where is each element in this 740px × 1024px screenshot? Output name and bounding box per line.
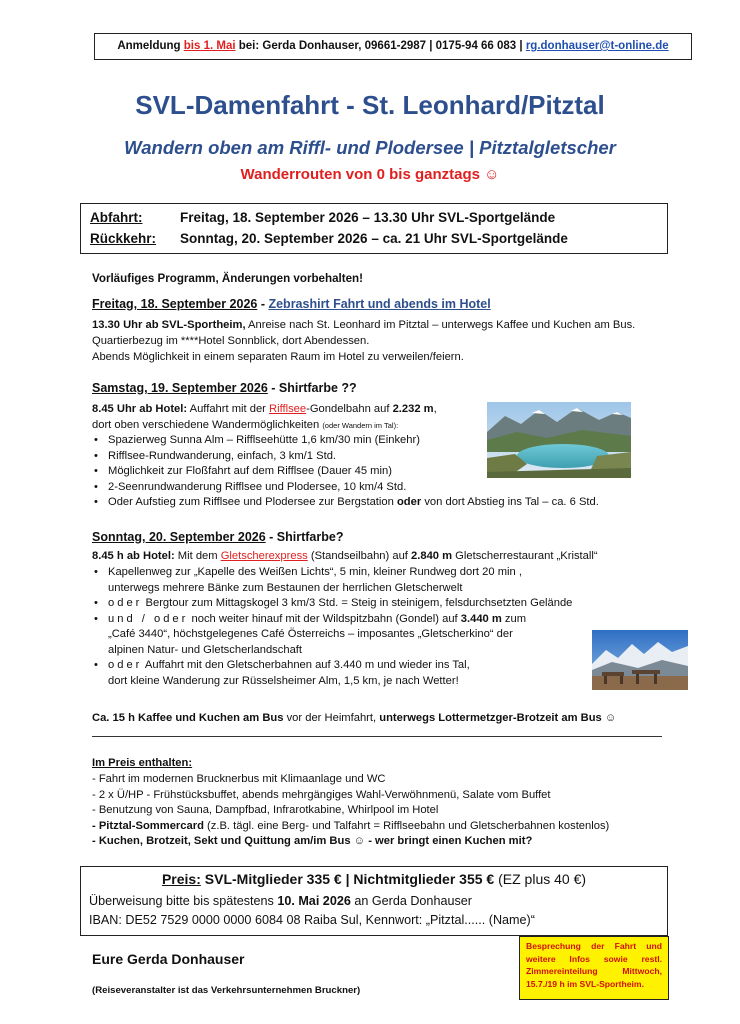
return-row	[90, 231, 568, 246]
saturday-departure-time: 8.45 Uhr ab Hotel:	[92, 403, 188, 415]
rifflsee-lake-photo	[487, 402, 631, 478]
list-item: - Benutzung von Sauna, Dampfbad, Infrarotkabine, Whirlpool im Hotel	[92, 804, 439, 816]
sunday-height: 2.840 m	[411, 550, 453, 562]
gletscherkino-photo	[592, 630, 688, 690]
page-title: SVL-Damenfahrt - St. Leonhard/Pitztal	[135, 90, 605, 120]
saturday-height: 2.232 m	[392, 403, 434, 415]
registration-deadline: bis 1. Mai	[183, 40, 236, 52]
price-line	[81, 871, 667, 887]
price-values: SVL-Mitglieder 335 € | Nichtmitglieder 355 €	[200, 871, 495, 887]
organizer-note: (Reiseveranstalter ist das Verkehrsunternehmen Bruckner)	[92, 985, 361, 996]
price-box	[80, 866, 668, 936]
saturday-line-2-note: (oder Wandern im Tal):	[322, 421, 399, 430]
departure-box	[80, 203, 668, 254]
sunday-line-1-c: Gletscherrestaurant „Kristall“	[452, 550, 598, 562]
list-item: - Kuchen, Brotzeit, Sekt und Quittung am/im Bus ☺ - wer bringt einen Kuchen mit?	[92, 835, 533, 847]
rifflsee-link[interactable]: Rifflsee	[269, 403, 307, 415]
coffee-text-c: unterwegs Lottermetzger-Brotzeit am Bus ☺	[379, 712, 617, 724]
divider	[92, 736, 662, 737]
saturday-bullet-5-or: oder	[396, 496, 422, 508]
lake-image	[487, 402, 631, 478]
friday-departure-time: 13.30 Uhr ab SVL-Sportheim,	[92, 319, 246, 331]
friday-line-1-text: Anreise nach St. Leonhard im Pitztal – unterwegs Kaffee und Kuchen am Bus.	[245, 319, 636, 331]
sunday-line-1-a: Mit dem	[174, 550, 221, 562]
sommercard-text: (z.B. tägl. eine Berg- und Talfahrt = Rifflseebahn und Gletscherbahnen kostenlos)	[203, 819, 610, 832]
saturday-date: Samstag, 19. September 2026	[92, 381, 268, 395]
saturday-line-2-text: dort oben verschiedene Wandermöglichkeiten	[92, 419, 323, 431]
saturday-line-2	[92, 418, 398, 434]
friday-theme: Zebrashirt Fahrt und abends im Hotel	[268, 297, 491, 311]
list-item: - 2 x Ü/HP - Frühstücksbuffet, abends mehrgängiges Wahl-Verwöhnmenü, Salate vom Buffet	[92, 788, 551, 801]
saturday-theme: - Shirtfarbe ??	[267, 381, 357, 395]
sunday-bullet-3-height: 3.440 m	[460, 612, 502, 625]
preliminary-note: Vorläufiges Programm, Änderungen vorbehalten!	[92, 272, 363, 285]
meeting-notice: Besprechung der Fahrt und weitere Infos sowie restl. Zimmereinteilung Mittwoch, 15.7./19 h im SVL-Sportheim.	[519, 936, 669, 1000]
friday-line-3: Abends Möglichkeit in einem separaten Raum im Hotel zu verweilen/feiern.	[92, 351, 464, 363]
list-item: - Fahrt im modernen Brucknerbus mit Klimaanlage und WC	[92, 773, 386, 785]
sunday-bullet-1-line-2: unterwegs mehrere Bänke zum Bestaunen der herrlichen Gletscherwelt	[108, 581, 463, 594]
iban-line: IBAN: DE52 7529 0000 0000 6084 08 Raiba Sul, Kennwort: „Pitztal...... (Name)“	[89, 913, 535, 927]
included-heading: Im Preis enthalten:	[92, 757, 193, 769]
saturday-bullet-5-b: von dort Abstieg ins Tal – ca. 6 Std.	[421, 496, 599, 508]
departure-row	[90, 210, 555, 225]
list-item	[92, 819, 609, 835]
glacier-image	[592, 630, 688, 690]
sunday-options-list	[92, 565, 572, 689]
list-item: • 2-Seenrundwanderung Rifflsee und Plodersee, 10 km/4 Std.	[92, 480, 599, 496]
transfer-text-a: Überweisung bitte bis spätestens	[89, 894, 278, 908]
price-single-room: (EZ plus 40 €)	[494, 871, 587, 887]
transfer-line	[89, 894, 472, 908]
list-item: • Spazierweg Sunna Alm – Rifflseehütte 1,6 km/30 min (Einkehr)	[92, 433, 599, 449]
sunday-bullet-2-or: oder	[108, 597, 143, 609]
sunday-line-1-b: (Standseilbahn) auf	[307, 550, 412, 562]
saturday-line-1-b: -Gondelbahn auf	[306, 403, 393, 415]
friday-date: Freitag, 18. September 2026	[92, 297, 258, 311]
list-item	[92, 658, 572, 689]
list-item	[92, 596, 572, 612]
gletscherexpress-link[interactable]: Gletscherexpress	[220, 550, 308, 562]
signature: Eure Gerda Donhauser	[92, 951, 245, 967]
sunday-bullet-4-text: Auffahrt mit den Gletscherbahnen auf 3.440 m und wieder ins Tal,	[142, 659, 470, 671]
sunday-line-1	[92, 549, 598, 565]
list-item: • Rifflsee-Rundwanderung, einfach, 3 km/1 Std.	[92, 449, 599, 465]
list-item	[92, 495, 599, 511]
sunday-options	[92, 565, 572, 689]
registration-prefix: Anmeldung	[117, 40, 184, 52]
included-list	[92, 772, 609, 850]
saturday-line-1	[92, 402, 437, 418]
route-note: Wanderrouten von 0 bis ganztags ☺	[240, 166, 500, 183]
transfer-date: 10. Mai 2026	[277, 894, 351, 908]
transfer-text-b: an Gerda Donhauser	[350, 894, 472, 908]
sunday-bullet-3-and-or: und / oder	[108, 612, 189, 625]
sunday-departure-time: 8.45 h ab Hotel:	[92, 550, 175, 562]
sunday-bullet-3-line-2: „Café 3440“, höchstgelegenes Café Österreichs – imposantes „Gletscherkino“ der	[108, 628, 513, 640]
list-item	[92, 612, 572, 659]
coffee-line	[92, 711, 616, 727]
sunday-theme: - Shirtfarbe?	[265, 530, 344, 544]
sunday-heading	[92, 530, 343, 544]
friday-line-1	[92, 318, 635, 334]
list-item	[92, 565, 572, 596]
coffee-text-b: vor der Heimfahrt,	[283, 712, 380, 724]
registration-email-link[interactable]: rg.donhauser@t-online.de	[525, 40, 669, 52]
price-label: Preis:	[161, 871, 201, 887]
departure-label: Abfahrt:	[90, 210, 143, 225]
friday-heading	[92, 297, 491, 311]
sunday-bullet-1-line-1: • Kapellenweg zur „Kapelle des Weißen Lichts“, 5 min, kleiner Rundweg dort 20 min ,	[108, 566, 522, 578]
saturday-line-1-c: ,	[433, 403, 437, 415]
sunday-bullet-4-or: oder	[108, 659, 143, 671]
list-item: • Möglichkeit zur Floßfahrt auf dem Rifflsee (Dauer 45 min)	[92, 464, 599, 480]
registration-box	[94, 33, 692, 60]
friday-dash: -	[257, 297, 269, 311]
saturday-heading	[92, 381, 357, 395]
sunday-bullet-4-line-2: dort kleine Wanderung zur Rüsselsheimer Alm, 1,5 km, je nach Wetter!	[108, 674, 459, 687]
sunday-bullet-3-b: zum	[501, 612, 527, 625]
saturday-line-1-a: Auffahrt mit der	[187, 403, 269, 415]
sunday-bullet-3-a: noch weiter hinauf mit der Wildspitzbahn (Gondel) auf	[188, 612, 461, 625]
page-subtitle: Wandern oben am Riffl- und Plodersee | Pitztalgletscher	[124, 137, 616, 158]
coffee-text-a: Ca. 15 h Kaffee und Kuchen am Bus	[92, 712, 284, 724]
return-label: Rückkehr:	[90, 231, 157, 246]
friday-line-2: Quartierbezug im ****Hotel Sonnblick, dort Abendessen.	[92, 335, 370, 347]
sunday-bullet-2-text: Bergtour zum Mittagskogel 3 km/3 Std. = Steig in steinigem, felsdurchsetzten Gelände	[142, 597, 573, 609]
saturday-bullet-5-a: Oder Aufstieg zum Rifflsee und Plodersee zur Bergstation	[108, 496, 397, 508]
return-text: Sonntag, 20. September 2026 – ca. 21 Uhr SVL-Sportgelände	[180, 231, 568, 246]
departure-text: Freitag, 18. September 2026 – 13.30 Uhr SVL-Sportgelände	[180, 210, 556, 225]
sommercard-label: - Pitztal-Sommercard	[92, 819, 204, 832]
sunday-date: Sonntag, 20. September 2026	[92, 530, 266, 544]
registration-contact: bei: Gerda Donhauser, 09661-2987 | 0175-94 66 083 |	[235, 40, 526, 52]
sunday-bullet-3-line-3: alpinen Natur- und Gletscherlandschaft	[108, 643, 303, 656]
